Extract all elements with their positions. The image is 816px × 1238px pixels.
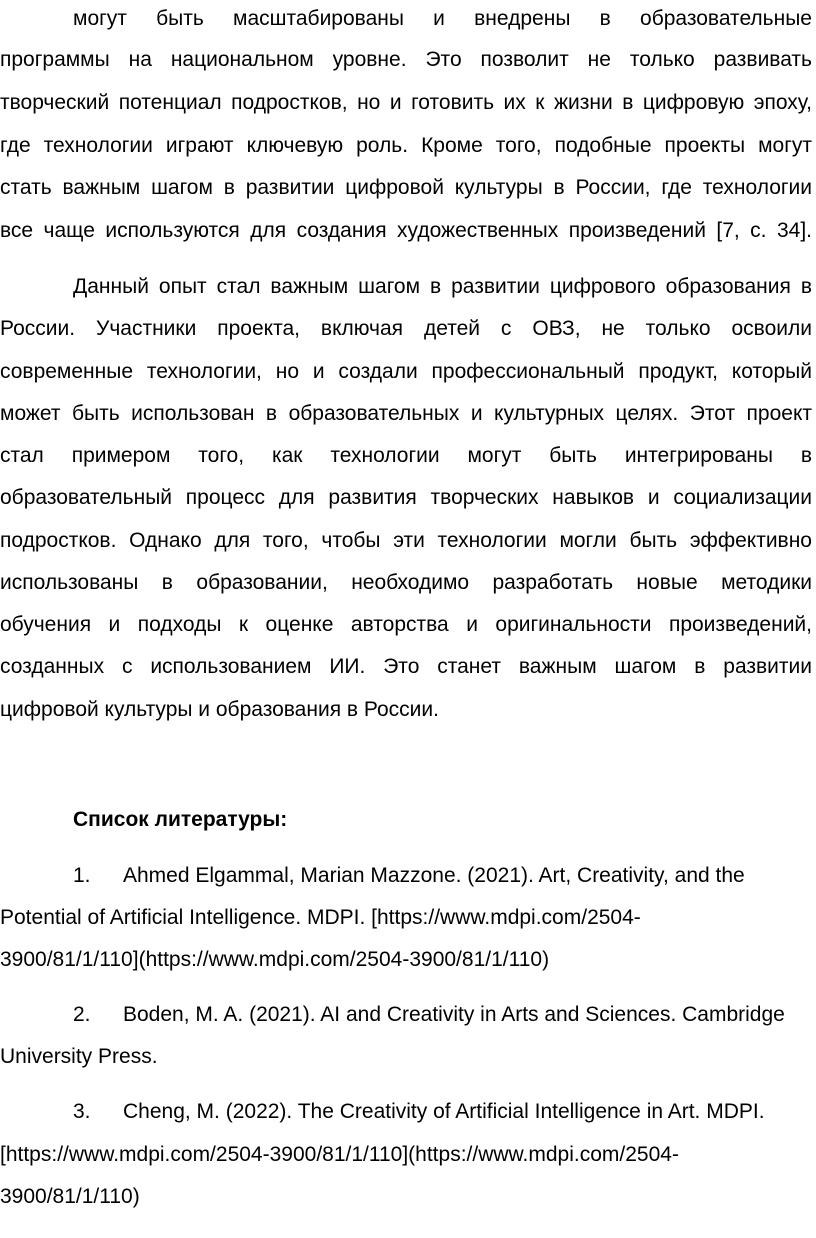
paragraph-line: обучения и подходы к оценке авторства и оригинальности произведений, xyxy=(0,613,812,636)
paragraph-line: созданных с использованием ИИ. Это станет важным шагом в развитии xyxy=(0,655,812,678)
reference-line: [https://www.mdpi.com/2504-3900/81/1/110](https://www.mdpi.com/2504- xyxy=(0,1143,679,1166)
paragraph-line: могут быть масштабированы и внедрены в образовательные xyxy=(73,7,812,30)
paragraph-line: образовательный процесс для развития творческих навыков и социализации xyxy=(0,486,812,509)
reference-line: 3900/81/1/110](https://www.mdpi.com/2504-3900/81/1/110) xyxy=(0,948,550,971)
reference-line: Ahmed Elgammal, Marian Mazzone. (2021). Art, Creativity, and the xyxy=(123,864,745,887)
reference-number: 2. xyxy=(73,1003,91,1026)
reference-line: 3900/81/1/110) xyxy=(0,1185,140,1208)
paragraph-line: современные технологии, но и создали профессиональный продукт, который xyxy=(0,360,812,383)
reference-line: Cheng, M. (2022). The Creativity of Artificial Intelligence in Art. MDPI. xyxy=(123,1100,765,1123)
reference-line: Potential of Artificial Intelligence. MDPI. [https://www.mdpi.com/2504- xyxy=(0,906,641,929)
reference-number: 1. xyxy=(73,864,91,887)
paragraph-line: Данный опыт стал важным шагом в развитии цифрового образования в xyxy=(73,275,812,298)
paragraph-line: России. Участники проекта, включая детей с ОВЗ, не только освоили xyxy=(0,317,812,340)
paragraph-line: использованы в образовании, необходимо разработать новые методики xyxy=(0,571,812,594)
references-heading: Список литературы: xyxy=(73,808,288,831)
reference-line: University Press. xyxy=(0,1045,158,1068)
paragraph-line: может быть использован в образовательных и культурных целях. Этот проект xyxy=(0,402,812,425)
paragraph-line: все чаще используются для создания художественных произведений [7, с. 34]. xyxy=(0,219,812,242)
paragraph-line: стал примером того, как технологии могут быть интегрированы в xyxy=(0,444,812,467)
paragraph-line: где технологии играют ключевую роль. Кроме того, подобные проекты могут xyxy=(0,134,812,157)
paragraph-line: программы на национальном уровне. Это позволит не только развивать xyxy=(0,48,812,71)
reference-number: 3. xyxy=(73,1100,91,1123)
paragraph-line: цифровой культуры и образования в России. xyxy=(0,698,439,721)
reference-line: Boden, M. A. (2021). AI and Creativity in Arts and Sciences. Cambridge xyxy=(123,1003,785,1026)
paragraph-line: творческий потенциал подростков, но и готовить их к жизни в цифровую эпоху, xyxy=(0,91,812,114)
paragraph-line: подростков. Однако для того, чтобы эти технологии могли быть эффективно xyxy=(0,529,812,552)
paragraph-line: стать важным шагом в развитии цифровой культуры в России, где технологии xyxy=(0,176,812,199)
